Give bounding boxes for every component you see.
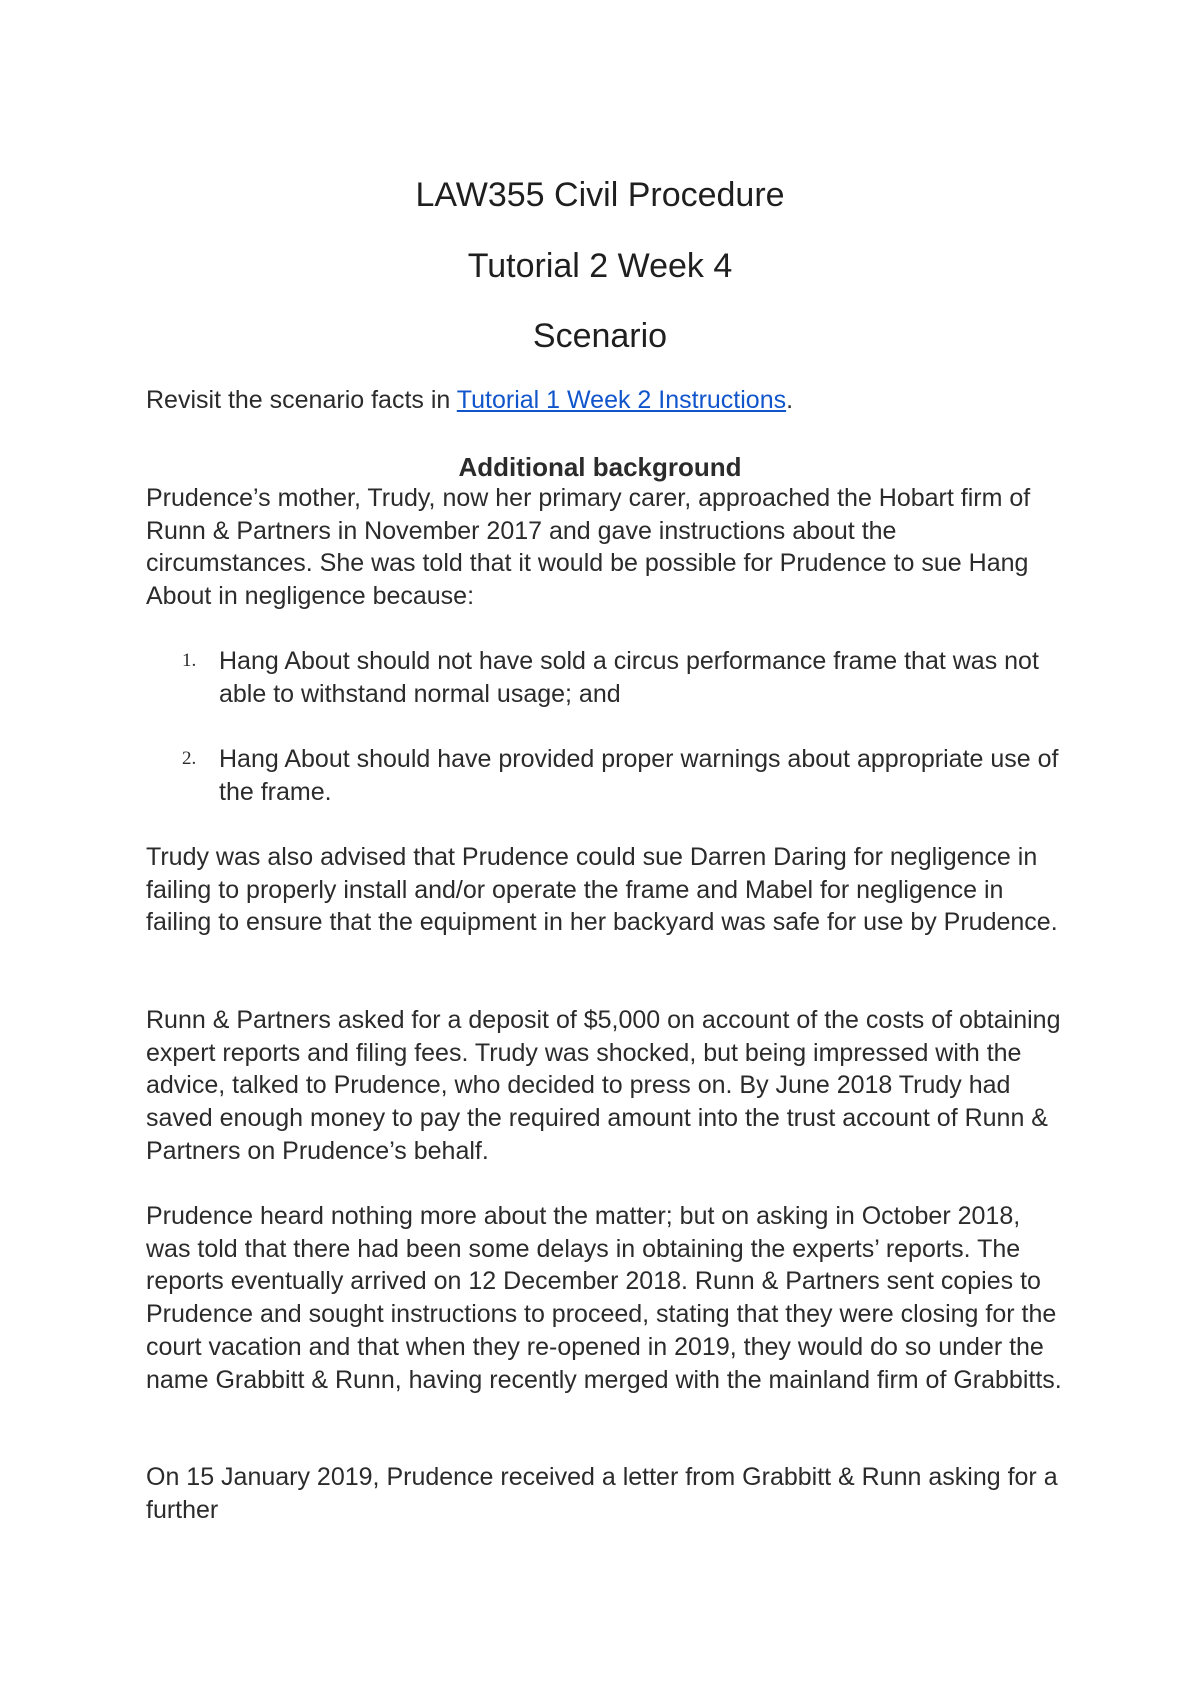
document-subtitle: Tutorial 2 Week 4 (467, 247, 733, 285)
intro-suffix: . (786, 386, 794, 414)
delays-paragraph: Prudence heard nothing more about the matter; but on asking in October 2018, was told that there had been some delays in obtaining the experts’ reports. The reports eventually arrived on 12 December 2018. Runn & Partners sent copies to Prudence and sought instructions to proceed, stating that they were closing for the court vacation and that when they re-opened in 2019, they would do so under the name Grabbitt & Runn, having recently merged with the mainland firm of Grabbitts. (146, 1202, 1062, 1394)
list-text: Hang About should have provided proper warnings about appropriate use of the frame. (219, 745, 1059, 806)
background-paragraph: Prudence’s mother, Trudy, now her primary carer, approached the Hobart firm of Runn & Partners in November 2017 and gave instructions about the circumstances. She was told that it would be possible for Prudence to sue Hang About in negligence because: (146, 484, 1031, 611)
list-number: 2. (182, 748, 197, 769)
advice-paragraph: Trudy was also advised that Prudence could sue Darren Daring for negligence in failing to properly install and/or operate the frame and Mabel for negligence in failing to ensure that the equipment in her backyard was safe for use by Prudence. (146, 843, 1058, 937)
intro-prefix: Revisit the scenario facts in (146, 386, 457, 414)
deposit-paragraph: Runn & Partners asked for a deposit of $5,000 on account of the costs of obtaining expert reports and filing fees. Trudy was shocked, but being impressed with the advice, talked to Prudence, who decided to press on. By June 2018 Trudy had saved enough money to pay the required amount into the trust account of Runn & Partners on Prudence’s behalf. (146, 1006, 1061, 1165)
intro-paragraph (146, 384, 1066, 417)
letter-paragraph: On 15 January 2019, Prudence received a letter from Grabbitt & Runn asking for a further (146, 1463, 1058, 1524)
document-title: LAW355 Civil Procedure (415, 176, 785, 214)
list-number: 1. (182, 650, 197, 671)
additional-background-heading: Additional background (458, 452, 742, 482)
list-text: Hang About should not have sold a circus performance frame that was not able to withstand normal usage; and (219, 647, 1039, 708)
section-heading: Scenario (532, 317, 668, 355)
tutorial-instructions-link[interactable]: Tutorial 1 Week 2 Instructions (456, 386, 787, 414)
